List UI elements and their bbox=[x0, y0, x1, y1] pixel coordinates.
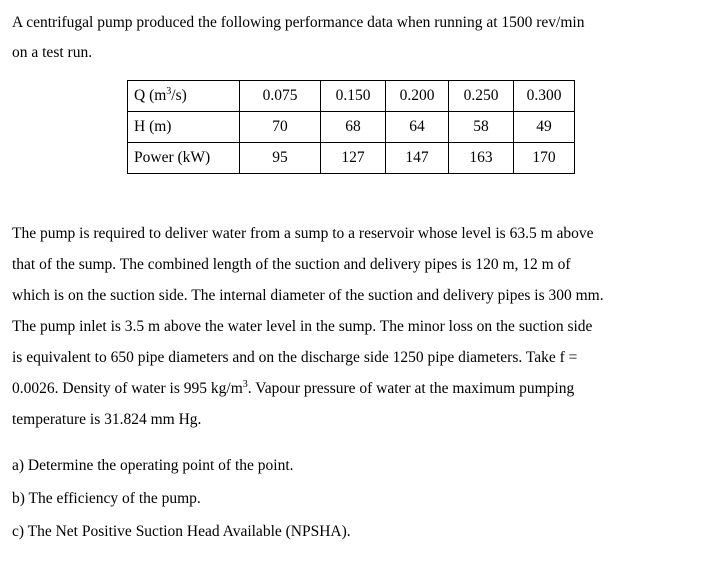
table-cell: 0.300 bbox=[514, 81, 575, 112]
table-row-flow bbox=[128, 81, 575, 112]
paragraph-line: which is on the suction side. The internal diameter of the suction and delivery pipes is 300 mm. bbox=[12, 287, 604, 304]
paragraph-line: that of the sump. The combined length of the suction and delivery pipes is 120 m, 12 m of bbox=[12, 256, 571, 273]
intro-line-1: A centrifugal pump produced the following performance data when running at 1500 rev/min bbox=[12, 14, 585, 31]
table-cell: 49 bbox=[514, 112, 575, 143]
problem-intro bbox=[12, 8, 712, 68]
paragraph-line: 0.0026. Density of water is 995 $kg/m^3$. Vapour pressure of water at the maximum pumping bbox=[12, 378, 575, 397]
table-cell: 95 bbox=[240, 143, 321, 174]
table-row-power bbox=[128, 143, 575, 174]
row-header-head: H (m) bbox=[128, 112, 240, 143]
paragraph-line: The pump is required to deliver water from a sump to a reservoir whose level is 63.5 m above bbox=[12, 225, 594, 242]
table-cell: 0.250 bbox=[449, 81, 514, 112]
question-list bbox=[12, 449, 702, 548]
table-cell: 64 bbox=[386, 112, 449, 143]
table-cell: 0.075 bbox=[240, 81, 321, 112]
question-a: a) Determine the operating point of the point. bbox=[12, 457, 294, 474]
table-cell: 127 bbox=[321, 143, 386, 174]
paragraph-line: is equivalent to 650 pipe diameters and on the discharge side 1250 pipe diameters. Take f = bbox=[12, 349, 578, 366]
paragraph-line: temperature is 31.824 mm Hg. bbox=[12, 411, 202, 428]
row-header-flow: Q $(m^3/s)$ bbox=[128, 81, 240, 112]
row-header-power: Power (kW) bbox=[128, 143, 240, 174]
problem-paragraph bbox=[12, 218, 690, 435]
performance-table bbox=[127, 80, 575, 174]
intro-line-2: on a test run. bbox=[12, 44, 93, 61]
table-cell: 147 bbox=[386, 143, 449, 174]
question-b: b) The efficiency of the pump. bbox=[12, 490, 201, 507]
table-row-head bbox=[128, 112, 575, 143]
table-cell: 163 bbox=[449, 143, 514, 174]
paragraph-line: The pump inlet is 3.5 m above the water level in the sump. The minor loss on the suction side bbox=[12, 318, 593, 335]
table-cell: 0.200 bbox=[386, 81, 449, 112]
table-cell: 0.150 bbox=[321, 81, 386, 112]
table-cell: 170 bbox=[514, 143, 575, 174]
table-cell: 68 bbox=[321, 112, 386, 143]
question-c: c) The Net Positive Suction Head Available (NPSHA). bbox=[12, 523, 351, 540]
table-cell: 58 bbox=[449, 112, 514, 143]
table-cell: 70 bbox=[240, 112, 321, 143]
